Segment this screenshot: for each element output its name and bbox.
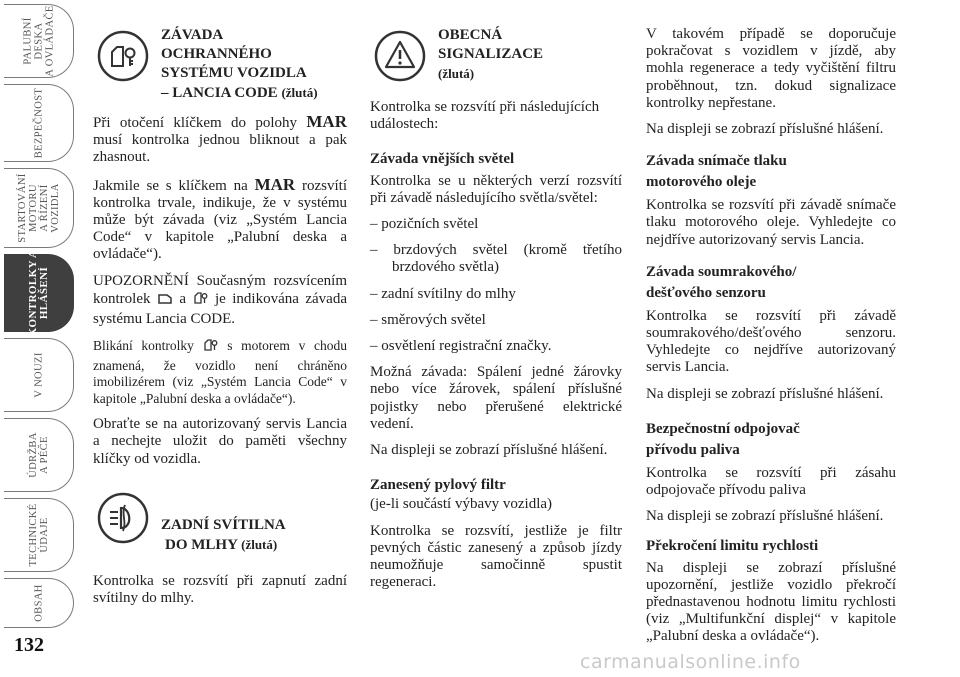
tab-udrzba[interactable]: ÚDRŽBA A PÉČE [4,418,74,492]
paragraph: Na displeji se zobrazí příslušné hlášení. [646,385,884,402]
rear-fog-heading: ZADNÍ SVÍTILNA DO MLHY (žlutá) [161,516,286,553]
lancia-code-icon [203,337,219,358]
tab-startovani[interactable]: STARTOVÁNÍ MOTORU A ŘÍZENÍ VOZIDLA [4,168,74,248]
general-signal-heading: OBECNÁ SIGNALIZACE (žlutá) [438,27,544,81]
paragraph: Při otočení klíčkem do polohy MAR musí kontrolka jednou bliknout a pak zhasnout. [93,112,347,166]
sidebar-tabs [0,0,78,677]
tab-v-nouzi[interactable]: V NOUZI [4,338,74,412]
section-title: Bezpečnostní odpojovač přívodu paliva [646,420,800,458]
list-item: – pozičních světel [370,216,479,233]
paragraph: Kontrolka se rozsvítí při zásahu odpojovače přívodu paliva [646,464,896,499]
tab-technicke-udaje[interactable]: TECHNICKÉ ÚDAJE [4,498,74,572]
section-title: Překročení limitu rychlosti [646,538,819,555]
lancia-code-icon [193,290,209,311]
column-1 [93,26,347,616]
list-item: – směrových světel [370,311,486,328]
column-2 [370,26,622,600]
paragraph: (je-li součástí výbavy vozidla) [370,496,553,513]
section-title: Závada snímače tlaku motorového oleje [646,153,787,191]
engine-fault-icon [157,292,173,311]
paragraph: Kontrolka se rozsvítí při zapnutí zadní svítilny do mlhy. [93,572,347,607]
paragraph: Možná závada: Spálení jedné žárovky nebo více žárovek, spálení příslušné pojistky nebo přerušené elektrické vedení. [370,364,622,432]
paragraph: V takovém případě se doporučuje pokračovat s vozidlem v jízdě, aby mohla regenerace a tedy vyčištění filtru proběhnout, tzn. dokud signalizace kontrolky nepřestane. [646,26,896,111]
watermark: carmanualsonline.info [580,651,801,673]
tab-palubni-deska[interactable]: PALUBNÍ DESKA A OVLÁDAČE [4,4,74,78]
paragraph: Kontrolka se rozsvítí při následujících událostech: [370,99,600,133]
column-3 [646,26,896,655]
paragraph: Na displeji se zobrazí příslušné upozornění, jestliže vozidlo překročí přednastavenou hodnotu limitu rychlosti (viz „Multifunkční displej“ v kapitole „Palubní deska a ovládače“). [646,559,896,645]
paragraph: Kontrolka se rozsvítí při závadě soumrakového/dešťového senzoru. Vyhledejte co nejdříve autorizovaný servis Lancia. [646,307,896,376]
paragraph: Kontrolka se rozsvítí, jestliže je filtr pevných částic zanesený a způsob jízdy neumožňuje samočinně spustit regeneraci. [370,522,622,591]
tab-kontrolky[interactable]: KONTROLKY A HLÁŠENÍ [4,254,74,332]
paragraph: Obraťte se na autorizovaný servis Lancia a nechejte uložit do paměti všechny klíčky od vozidla. [93,416,347,467]
lancia-code-heading: ZÁVADA OCHRANNÉHO SYSTÉMU VOZIDLA – LANCIA CODE (žlutá) [161,27,318,101]
list-item: – zadní svítilny do mlhy [370,285,516,302]
paragraph: Blikání kontrolky s motorem v chodu znamená, že vozidlo není chráněno imobilizérem (viz „Systém Lancia Code“ v kapitole „Palubní deska a ovládače“). [93,338,347,406]
section-title: Závada soumrakového/ dešťového senzoru [646,263,797,301]
section-title: Závada vnějších světel [370,151,515,168]
tab-obsah[interactable]: OBSAH [4,578,74,628]
tab-bezpecnost[interactable]: BEZPEČNOST [4,84,74,162]
paragraph: UPOZORNĚNÍ Současným rozsvícením kontrolek a je indikována závada systému Lancia CODE. [93,272,347,328]
list-item: – brzdových světel (kromě třetího brzdového světla) [370,242,622,276]
paragraph: Jakmile se s klíčkem na MAR rozsvítí kontrolka trvale, indikuje, že v systému může být závada (viz „Systém Lancia Code“ v kapitole „Palubní deska a ovládače“). [93,174,348,263]
section-title: Zanesený pylový filtr [370,477,506,494]
paragraph: Na displeji se zobrazí příslušné hlášení. [646,121,884,138]
paragraph: Kontrolka se u některých verzí rozsvítí při závadě následujícího světla/světel: [370,172,622,206]
paragraph: Kontrolka se rozsvítí při závadě snímače tlaku motorového oleje. Vyhledejte co nejdříve autorizovaný servis Lancia. [646,197,896,248]
page-number: 132 [14,634,44,656]
paragraph: Na displeji se zobrazí příslušné hlášení. [370,442,608,459]
list-item: – osvětlení registrační značky. [370,338,552,355]
paragraph: Na displeji se zobrazí příslušné hlášení. [646,508,884,525]
